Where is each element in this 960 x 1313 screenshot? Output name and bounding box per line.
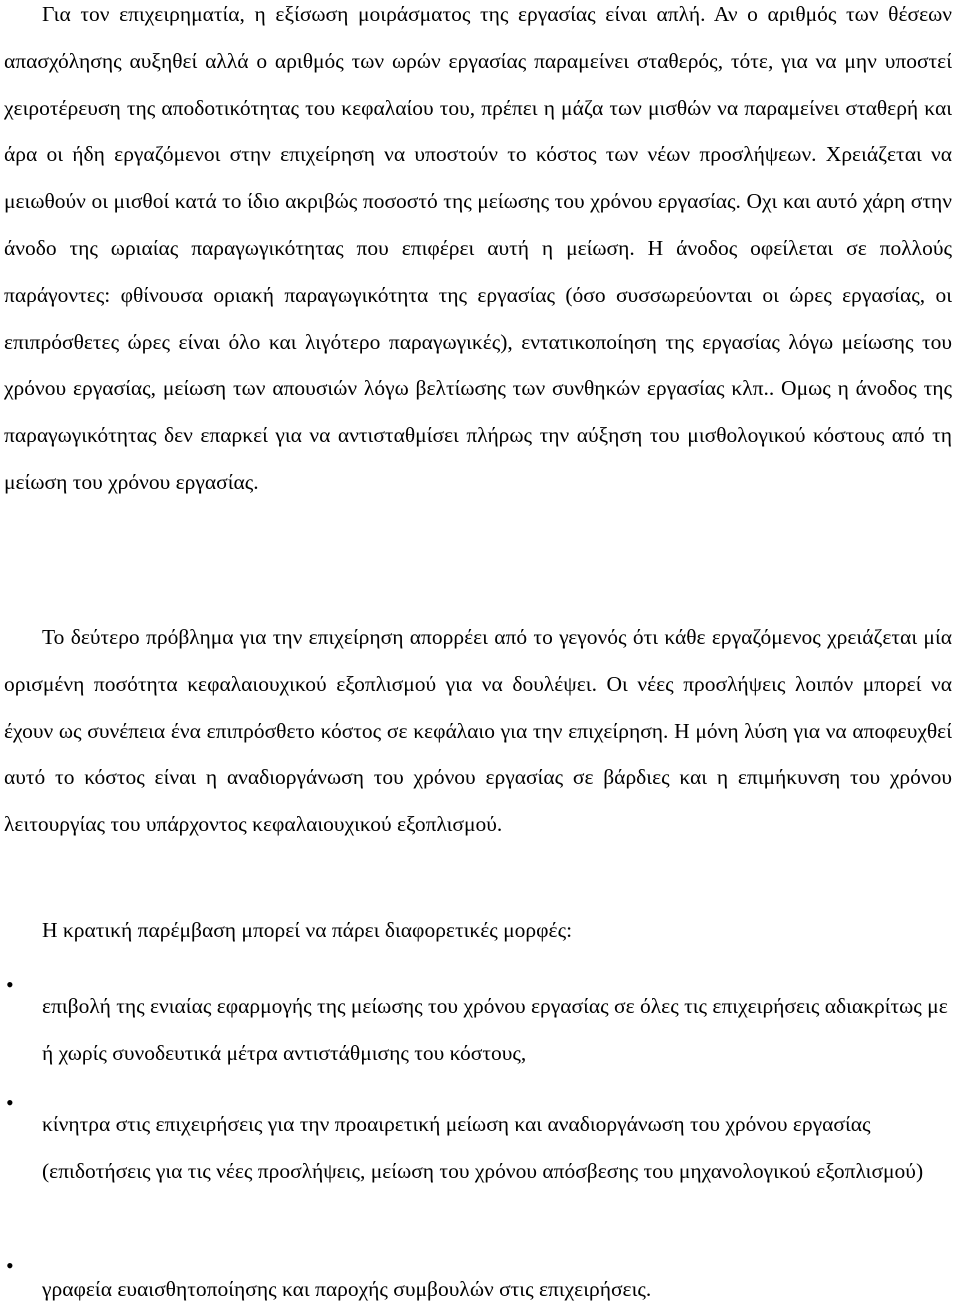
bullet-text: κίνητρα στις επιχειρήσεις για την προαιρετική μείωση και αναδιοργάνωση του χρόνου εργασίας (επιδοτήσεις για τις νέες προσλήψεις, μείωση του χρόνου απόσβεσης του μηχανολογικού εξοπλισμού) xyxy=(42,1112,924,1183)
bullet-list-item xyxy=(4,972,952,1077)
paragraph-state-intervention: Η κρατική παρέμβαση μπορεί να πάρει διαφορετικές μορφές: xyxy=(42,918,573,942)
bullet-list-item xyxy=(4,1090,952,1195)
bullet-text: επιβολή της ενιαίας εφαρμογής της μείωσης του χρόνου εργασίας σε όλες τις επιχειρήσεις αδιακρίτως με ή χωρίς συνοδευτικά μέτρα αντιστάθμισης του κόστους, xyxy=(42,994,948,1065)
bullet-icon: • xyxy=(6,1090,14,1115)
paragraph-wage-equation: Για τον επιχειρηματία, η εξίσωση μοιράσματος της εργασίας είναι απλή. Αν ο αριθμός των θέσεων απασχόλησης αυξηθεί αλλά ο αριθμός των ωρών εργασίας παραμείνει σταθερός, τότε, για να μην υποστεί χειροτέρευση της αποδοτικότητας του κεφαλαίου του, πρέπει η μάζα των μισθών να παραμείνει σταθερή και άρα οι ήδη εργαζόμενοι στην επιχείρηση να υποστούν το κόστος των νέων προσλήψεων. Χρειάζεται να μειωθούν οι μισθοί κατά το ίδιο ακριβώς ποσοστό της μείωσης του χρόνου εργασίας. Οχι και αυτό χάρη στην άνοδο της ωριαίας παραγωγικότητας που επιφέρει αυτή η μείωση. Η άνοδος οφείλεται σε πολλούς παράγοντες: φθίνουσα οριακή παραγωγικότητα της εργασίας (όσο συσσωρεύονται οι ώρες εργασίας, οι επιπρόσθετες ώρες είναι όλο και λιγότερο παραγωγικές), εντατικοποίηση της εργασίας λόγω μείωσης του χρόνου εργασίας, μείωση των απουσιών λόγω βελτίωσης των συνθηκών εργασίας κλπ.. Ομως η άνοδος της παραγωγικότητας δεν επαρκεί για να αντισταθμίσει πλήρως την αύξηση του μισθολογικού κόστους από τη μείωση του χρόνου εργασίας. xyxy=(4,2,952,494)
bullet-list-item xyxy=(4,1253,952,1313)
bullet-icon: • xyxy=(6,1253,14,1278)
paragraph-capital-problem: Το δεύτερο πρόβλημα για την επιχείρηση απορρέει από το γεγονός ότι κάθε εργαζόμενος χρειάζεται μία ορισμένη ποσότητα κεφαλαιουχικού εξοπλισμού για να δουλέψει. Οι νέες προσλήψεις λοιπόν μπορεί να έχουν ως συνέπεια ένα επιπρόσθετο κόστος σε κεφάλαιο για την επιχείρηση. Η μόνη λύση για να αποφευχθεί αυτό το κόστος είναι η αναδιοργάνωση του χρόνου εργασίας σε βάρδιες και η επιμήκυνση του χρόνου λειτουργίας του υπάρχοντος κεφαλαιουχικού εξοπλισμού. xyxy=(4,625,952,837)
bullet-icon: • xyxy=(6,972,14,997)
bullet-text: γραφεία ευαισθητοποίησης και παροχής συμβουλών στις επιχειρήσεις. xyxy=(42,1277,652,1301)
